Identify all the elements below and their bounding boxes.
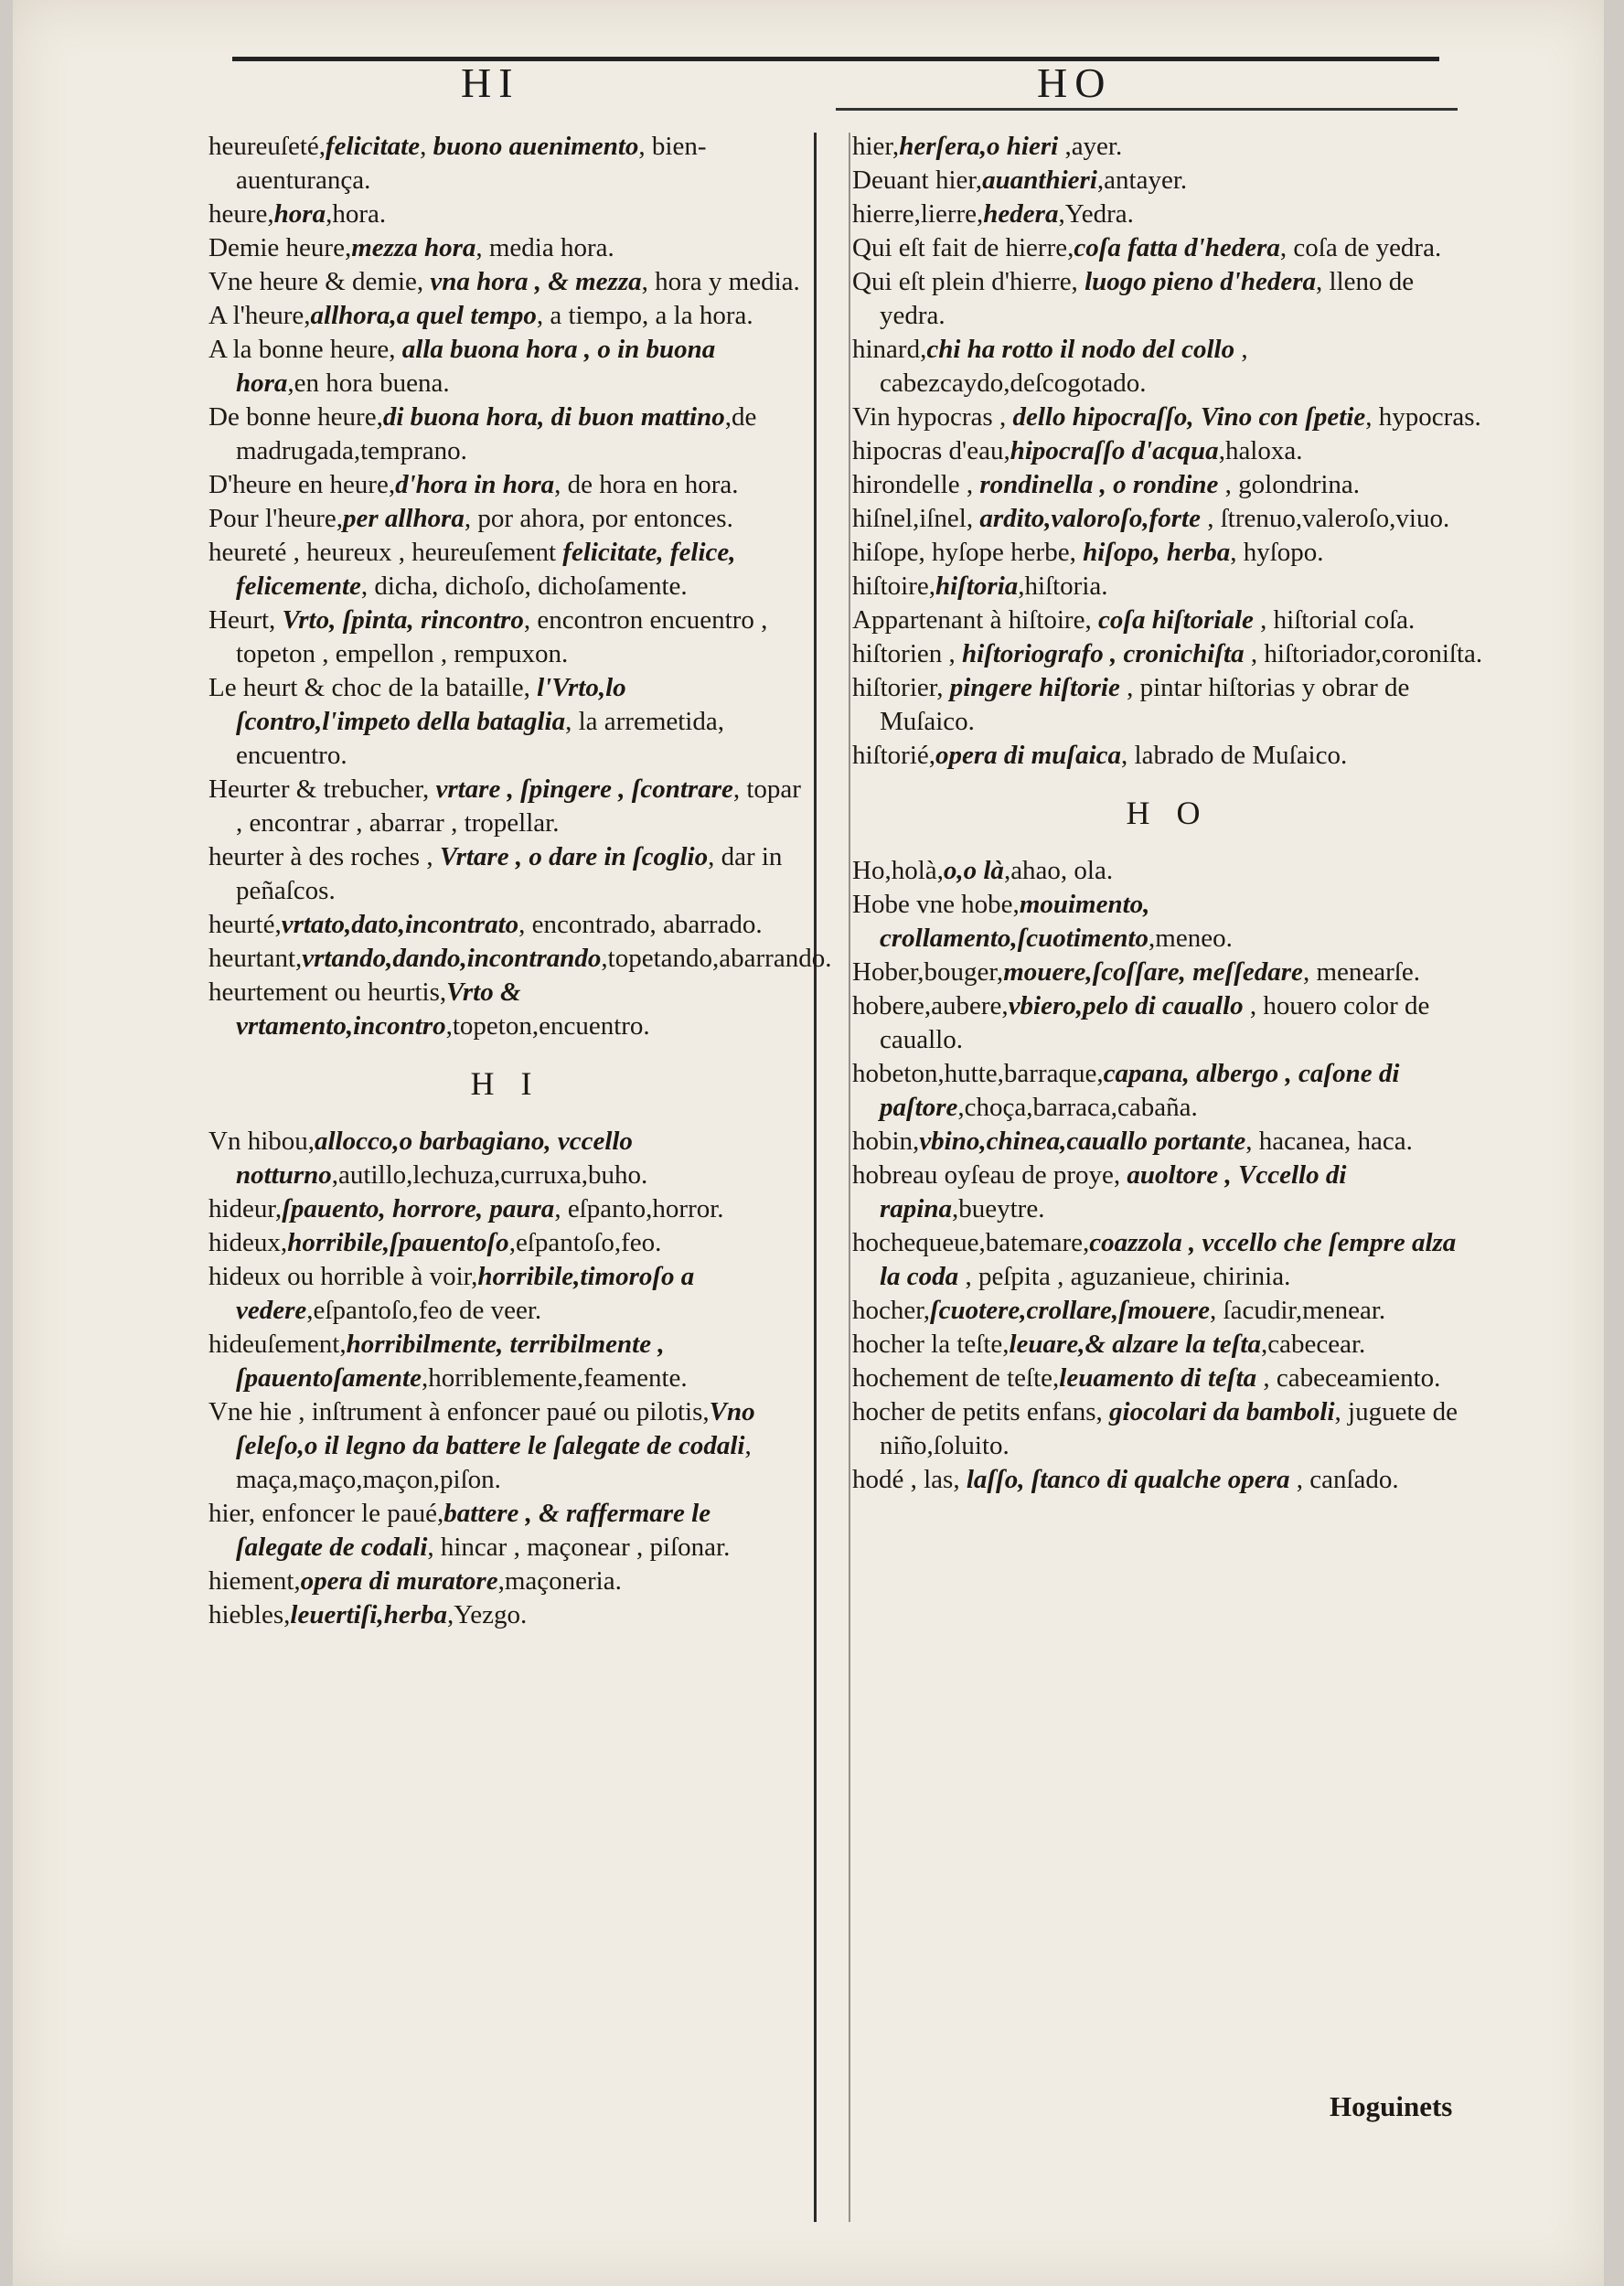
entry-text: hochement de teſte, — [852, 1363, 1060, 1393]
italian-gloss: laſſo, ſtanco di qualche opera — [966, 1465, 1290, 1494]
italian-gloss: hora — [273, 199, 326, 229]
dictionary-entry — [852, 1463, 1483, 1497]
entry-text: , encontron encuentro , topeton , empellon , rempuxon. — [236, 605, 768, 668]
entry-text: ,antayer. — [1096, 166, 1188, 195]
dictionary-entry — [852, 1328, 1483, 1362]
entry-text: hiſtorié, — [852, 741, 936, 770]
entry-text: , maça,maço,maçon,piſon. — [236, 1431, 752, 1494]
italian-gloss: buono auenimento — [433, 132, 639, 161]
entry-text: heureté , heureux , heureuſement — [208, 538, 563, 567]
dictionary-entry — [208, 1226, 803, 1260]
italian-gloss: hiſopo, herba — [1083, 538, 1231, 567]
right-column — [852, 130, 1483, 1497]
dictionary-entry — [852, 888, 1483, 956]
entry-text: ,choça,barraca,cabaña. — [957, 1093, 1198, 1122]
dictionary-entry — [852, 502, 1483, 536]
dictionary-entry — [852, 604, 1483, 637]
entry-text: , peſpita , aguzanieue, chirinia. — [958, 1262, 1291, 1291]
entry-text: , media hora. — [475, 233, 614, 262]
entry-text: ,cabecear. — [1260, 1330, 1366, 1359]
dictionary-entry — [852, 468, 1483, 502]
italian-gloss: l'Vrto,lo ſcontro,l'impeto della bataglia — [236, 673, 626, 736]
entry-text: , houero color de cauallo. — [880, 991, 1430, 1054]
entry-text: , hacanea, haca. — [1245, 1127, 1413, 1156]
italian-gloss: battere , & raffermare le ſalegate de codali — [236, 1499, 711, 1562]
dictionary-entry — [208, 502, 803, 536]
italian-gloss: giocolari da bamboli — [1109, 1397, 1335, 1426]
italian-gloss: horribilmente, terribilmente , ſpauentoſamente — [236, 1330, 665, 1393]
italian-gloss: hedera — [983, 199, 1059, 229]
entry-text: heurté, — [208, 910, 282, 939]
italian-gloss: capana, albergo , caſone di paſtore — [880, 1059, 1400, 1122]
column-divider-secondary — [849, 133, 850, 2222]
entry-text: hiſtorier, — [852, 673, 950, 702]
dictionary-entry — [852, 854, 1483, 888]
dictionary-entry — [208, 1192, 803, 1226]
top-rule — [232, 57, 1439, 61]
dictionary-entry — [208, 908, 803, 942]
top-rule-right — [836, 108, 1458, 111]
dictionary-page — [13, 0, 1604, 2286]
entry-text: heureuſeté, — [208, 132, 326, 161]
italian-gloss: leuare,& alzare la teſta — [1009, 1330, 1261, 1359]
italian-gloss: auoltore , Vccello di rapina — [880, 1160, 1347, 1223]
italian-gloss: vna hora , & mezza — [430, 267, 642, 296]
entry-text: hochequeue,batemare, — [852, 1228, 1090, 1257]
entry-text: hideuſement, — [208, 1330, 347, 1359]
italian-gloss: luogo pieno d'hedera — [1084, 267, 1317, 296]
italian-gloss: Vrto & vrtamento,incontro — [236, 977, 521, 1041]
italian-gloss: rondinella , o rondine — [979, 470, 1219, 499]
entry-text: ,en hora buena. — [287, 369, 450, 398]
italian-gloss: horribile,timoroſo a vedere — [236, 1262, 695, 1325]
italian-gloss: chi ha rotto il nodo del collo — [926, 335, 1235, 364]
dictionary-entry — [208, 1497, 803, 1565]
dictionary-entry — [852, 956, 1483, 989]
italian-gloss: herſera,o hieri — [899, 132, 1059, 161]
entry-text: hideur, — [208, 1194, 283, 1223]
dictionary-entry — [852, 739, 1483, 773]
dictionary-entry — [852, 1362, 1483, 1395]
entry-text: ,ayer. — [1058, 132, 1123, 161]
entry-text: Vne heure & demie, — [208, 267, 431, 296]
italian-gloss: coſa fatta d'hedera — [1074, 233, 1280, 262]
dictionary-entry — [208, 265, 803, 299]
italian-gloss: ſpauento, horrore, paura — [282, 1194, 555, 1223]
entry-text: Qui eſt plein d'hierre, — [852, 267, 1085, 296]
entry-text: , ſacudir,menear. — [1210, 1296, 1386, 1325]
italian-gloss: dello hipocraſſo, Vino con ſpetie — [1012, 402, 1366, 432]
italian-gloss: felicitate — [326, 132, 421, 161]
dictionary-entry — [208, 671, 803, 773]
entry-text: Vne hie , inſtrument à enfoncer paué ou pilotis, — [208, 1397, 710, 1426]
entry-text: , ſtrenuo,valeroſo,viuo. — [1201, 504, 1450, 533]
italian-gloss: ſcuotere,crollare,ſmouere — [930, 1296, 1211, 1325]
entry-text: ,de madrugada,temprano. — [236, 402, 757, 465]
entry-text: ,Yezgo. — [447, 1600, 528, 1629]
dictionary-entry — [852, 570, 1483, 604]
entry-text: ,hora. — [326, 199, 387, 229]
entry-text: Deuant hier, — [852, 166, 983, 195]
dictionary-entry — [208, 604, 803, 671]
italian-gloss: mezza hora — [351, 233, 476, 262]
left-column — [208, 130, 832, 1632]
dictionary-entry — [208, 299, 803, 333]
entry-text: A la bonne heure, — [208, 335, 402, 364]
italian-gloss: felicitate, felice, felicemente — [236, 538, 736, 601]
italian-gloss: horribile,ſpauentoſo — [287, 1228, 509, 1257]
entry-text: ,topeton,encuentro. — [445, 1011, 650, 1041]
entry-text: , pintar hiſtorias y obrar de Muſaico. — [880, 673, 1410, 736]
entry-text: , bien-auenturança. — [236, 132, 707, 195]
dictionary-entry — [208, 536, 803, 604]
italian-gloss: hipocraſſo d'acqua — [1010, 436, 1219, 465]
entry-text: hideux ou horrible à voir, — [208, 1262, 478, 1291]
italian-gloss: per allhora — [342, 504, 465, 533]
entry-text: , cabeceamiento. — [1256, 1363, 1441, 1393]
entry-text: hiſtoire, — [852, 572, 936, 601]
entry-text: ,topetando,abarrando. — [601, 944, 832, 973]
entry-text: , eſpanto,horror. — [554, 1194, 724, 1223]
dictionary-entry — [852, 1395, 1483, 1463]
entry-text: hiebles, — [208, 1600, 291, 1629]
italian-gloss: vbiero,pelo di cauallo — [1008, 991, 1244, 1020]
entry-text: , cabezcaydo,deſcogotado. — [880, 335, 1248, 398]
dictionary-entry — [208, 1598, 803, 1632]
entry-text: , labrado de Muſaico. — [1121, 741, 1348, 770]
dictionary-entry — [208, 401, 803, 468]
dictionary-entry — [852, 164, 1483, 198]
entry-text: ,autillo,lechuza,curruxa,buho. — [331, 1160, 648, 1190]
italian-gloss: d'hora in hora — [395, 470, 555, 499]
italian-gloss: ardito,valoroſo,forte — [979, 504, 1201, 533]
dictionary-entry — [208, 231, 803, 265]
dictionary-entry — [852, 989, 1483, 1057]
dictionary-entry — [852, 333, 1483, 401]
italian-gloss: o,o là — [943, 856, 1004, 885]
running-header-left: HI — [461, 59, 520, 106]
entry-text: hier, — [852, 132, 900, 161]
italian-gloss: vrtare , ſpingere , ſcontrare — [435, 774, 733, 804]
dictionary-entry — [852, 1159, 1483, 1226]
entry-text: hierre,lierre, — [852, 199, 984, 229]
entry-text: A l'heure, — [208, 301, 311, 330]
entry-text: , juguete de niño,ſoluito. — [880, 1397, 1458, 1460]
entry-text: ,maçoneria. — [497, 1566, 622, 1596]
entry-text: ,horriblemente,feamente. — [422, 1363, 688, 1393]
italian-gloss: mouimento, crollamento,ſcuotimento — [880, 890, 1150, 953]
entry-text: , hiſtorial coſa. — [1253, 605, 1416, 635]
entry-text: hobin, — [852, 1127, 920, 1156]
entry-text: Ho,holà, — [852, 856, 944, 885]
entry-text: hiſtorien , — [852, 639, 963, 668]
italian-gloss: coazzola , vccello che ſempre alza la coda — [880, 1228, 1457, 1291]
italian-gloss: vrtato,dato,incontrato — [281, 910, 519, 939]
italian-gloss: Vrtare , o dare in ſcoglio — [439, 842, 709, 871]
entry-text: , hypocras. — [1365, 402, 1481, 432]
running-header-right: HO — [1037, 59, 1113, 106]
entry-text: hocher la teſte, — [852, 1330, 1010, 1359]
entry-text: ,meneo. — [1149, 924, 1233, 953]
dictionary-entry — [852, 401, 1483, 434]
entry-text: , hiſtoriador,coroniſta. — [1244, 639, 1483, 668]
entry-text: , — [420, 132, 433, 161]
entry-text: ,bueytre. — [951, 1194, 1045, 1223]
dictionary-entry — [208, 773, 803, 840]
section-heading-hi: H I — [470, 1065, 541, 1102]
entry-text: Heurt, — [208, 605, 283, 635]
entry-text: , topar , encontrar , abarrar , tropellar. — [236, 774, 801, 838]
entry-text: ,haloxa. — [1218, 436, 1303, 465]
entry-text: Demie heure, — [208, 233, 352, 262]
entry-text: ,eſpantoſo,feo de veer. — [306, 1296, 542, 1325]
italian-gloss: allhora,a quel tempo — [310, 301, 537, 330]
entry-text: Hober,bouger, — [852, 957, 1004, 987]
entry-text: ,ahao, ola. — [1003, 856, 1114, 885]
entry-text: Le heurt & choc de la bataille, — [208, 673, 538, 702]
entry-text: hinard, — [852, 335, 927, 364]
entry-text: , la arremetida, encuentro. — [236, 707, 724, 770]
entry-text: D'heure en heure, — [208, 470, 396, 499]
entry-text: , menearſe. — [1302, 957, 1420, 987]
entry-text: ,Yedra. — [1058, 199, 1134, 229]
entry-text: Qui eſt fait de hierre, — [852, 233, 1074, 262]
dictionary-entry — [852, 1226, 1483, 1294]
entry-text: , coſa de yedra. — [1279, 233, 1442, 262]
italian-gloss: auanthieri — [982, 166, 1097, 195]
entry-text: Vin hypocras , — [852, 402, 1013, 432]
entry-text: heure, — [208, 199, 274, 229]
dictionary-entry — [852, 265, 1483, 333]
entry-text: , hyſopo. — [1230, 538, 1324, 567]
italian-gloss: alla buona hora , o in buona hora — [236, 335, 716, 398]
italian-gloss: opera di muſaica — [935, 741, 1122, 770]
dictionary-entry — [208, 198, 803, 231]
italian-gloss: leuamento di teſta — [1059, 1363, 1257, 1393]
italian-gloss: opera di muratore — [300, 1566, 498, 1596]
entry-text: hocher, — [852, 1296, 930, 1325]
entry-text: , lleno de yedra. — [880, 267, 1415, 330]
italian-gloss: leuertiſi,herba — [290, 1600, 447, 1629]
entry-text: hirondelle , — [852, 470, 980, 499]
dictionary-entry — [208, 942, 832, 976]
entry-text: hiement, — [208, 1566, 301, 1596]
entry-text: hodé , las, — [852, 1465, 967, 1494]
entry-text: ,eſpantoſo,feo. — [508, 1228, 662, 1257]
entry-text: , encontrado, abarrado. — [518, 910, 763, 939]
dictionary-entry — [852, 434, 1483, 468]
italian-gloss: di buona hora, di buon mattino — [382, 402, 725, 432]
dictionary-entry — [208, 840, 803, 908]
dictionary-entry — [208, 130, 803, 198]
italian-gloss: mouere,ſcoſſare, meſſedare — [1003, 957, 1303, 987]
italian-gloss: vbino,chinea,cauallo portante — [919, 1127, 1246, 1156]
italian-gloss: Vrto, ſpinta, rincontro — [282, 605, 524, 635]
dictionary-entry — [852, 671, 1483, 739]
dictionary-entry — [208, 333, 803, 401]
entry-text: Appartenant à hiſtoire, — [852, 605, 1098, 635]
entry-text: Vn hibou, — [208, 1127, 315, 1156]
entry-text: , golondrina. — [1218, 470, 1361, 499]
dictionary-entry — [852, 1294, 1483, 1328]
dictionary-entry — [208, 976, 803, 1043]
entry-text: , de hora en hora. — [554, 470, 739, 499]
entry-text: heurtement ou heurtis, — [208, 977, 447, 1007]
dictionary-entry — [208, 1260, 803, 1328]
entry-text: hocher de petits enfans, — [852, 1397, 1110, 1426]
italian-gloss: hiſtoriografo , cronichiſta — [962, 639, 1245, 668]
italian-gloss: vrtando,dando,incontrando — [302, 944, 602, 973]
dictionary-entry — [852, 536, 1483, 570]
entry-text: hier, enfoncer le paué, — [208, 1499, 444, 1528]
dictionary-entry — [208, 1125, 803, 1192]
dictionary-entry — [208, 468, 803, 502]
section-heading-ho: H O — [1126, 795, 1210, 831]
entry-text: heurtant, — [208, 944, 303, 973]
dictionary-entry — [208, 1395, 803, 1497]
entry-text: ,hiſtoria. — [1018, 572, 1108, 601]
italian-gloss: allocco,o barbagiano, vccello notturno — [236, 1127, 633, 1190]
italian-gloss: coſa hiſtoriale — [1097, 605, 1254, 635]
entry-text: hobeton,hutte,barraque, — [852, 1059, 1104, 1088]
entry-text: Hobe vne hobe, — [852, 890, 1020, 919]
entry-text: , hora y media. — [641, 267, 800, 296]
entry-text: hideux, — [208, 1228, 288, 1257]
dictionary-entry — [852, 231, 1483, 265]
entry-text: Pour l'heure, — [208, 504, 343, 533]
entry-text: heurter à des roches , — [208, 842, 440, 871]
italian-gloss: pingere hiſtorie — [949, 673, 1120, 702]
dictionary-entry — [208, 1565, 803, 1598]
column-divider — [814, 133, 817, 2222]
dictionary-entry — [852, 198, 1483, 231]
catchword: Hoguinets — [1330, 2090, 1453, 2122]
italian-gloss: hiſtoria — [935, 572, 1019, 601]
entry-text: , canſado. — [1289, 1465, 1399, 1494]
entry-text: , dar in peñaſcos. — [236, 842, 783, 905]
dictionary-entry — [852, 1057, 1483, 1125]
entry-text: hobere,aubere, — [852, 991, 1009, 1020]
entry-text: , hincar , maçonear , piſonar. — [427, 1533, 731, 1562]
italian-gloss: Vno ſeleſo,o il legno da battere le ſalegate de codali — [236, 1397, 755, 1460]
entry-text: hobreau oyſeau de proye, — [852, 1160, 1127, 1190]
entry-text: hiſnel,iſnel, — [852, 504, 980, 533]
entry-text: Heurter & trebucher, — [208, 774, 436, 804]
dictionary-entry — [852, 130, 1483, 164]
dictionary-entry — [208, 1328, 803, 1395]
dictionary-entry — [852, 1125, 1483, 1159]
entry-text: hipocras d'eau, — [852, 436, 1010, 465]
entry-text: , dicha, dichoſo, dichoſamente. — [360, 572, 688, 601]
entry-text: , a tiempo, a la hora. — [536, 301, 753, 330]
entry-text: , por ahora, por entonces. — [464, 504, 733, 533]
entry-text: hiſope, hyſope herbe, — [852, 538, 1084, 567]
dictionary-entry — [852, 637, 1483, 671]
entry-text: De bonne heure, — [208, 402, 383, 432]
